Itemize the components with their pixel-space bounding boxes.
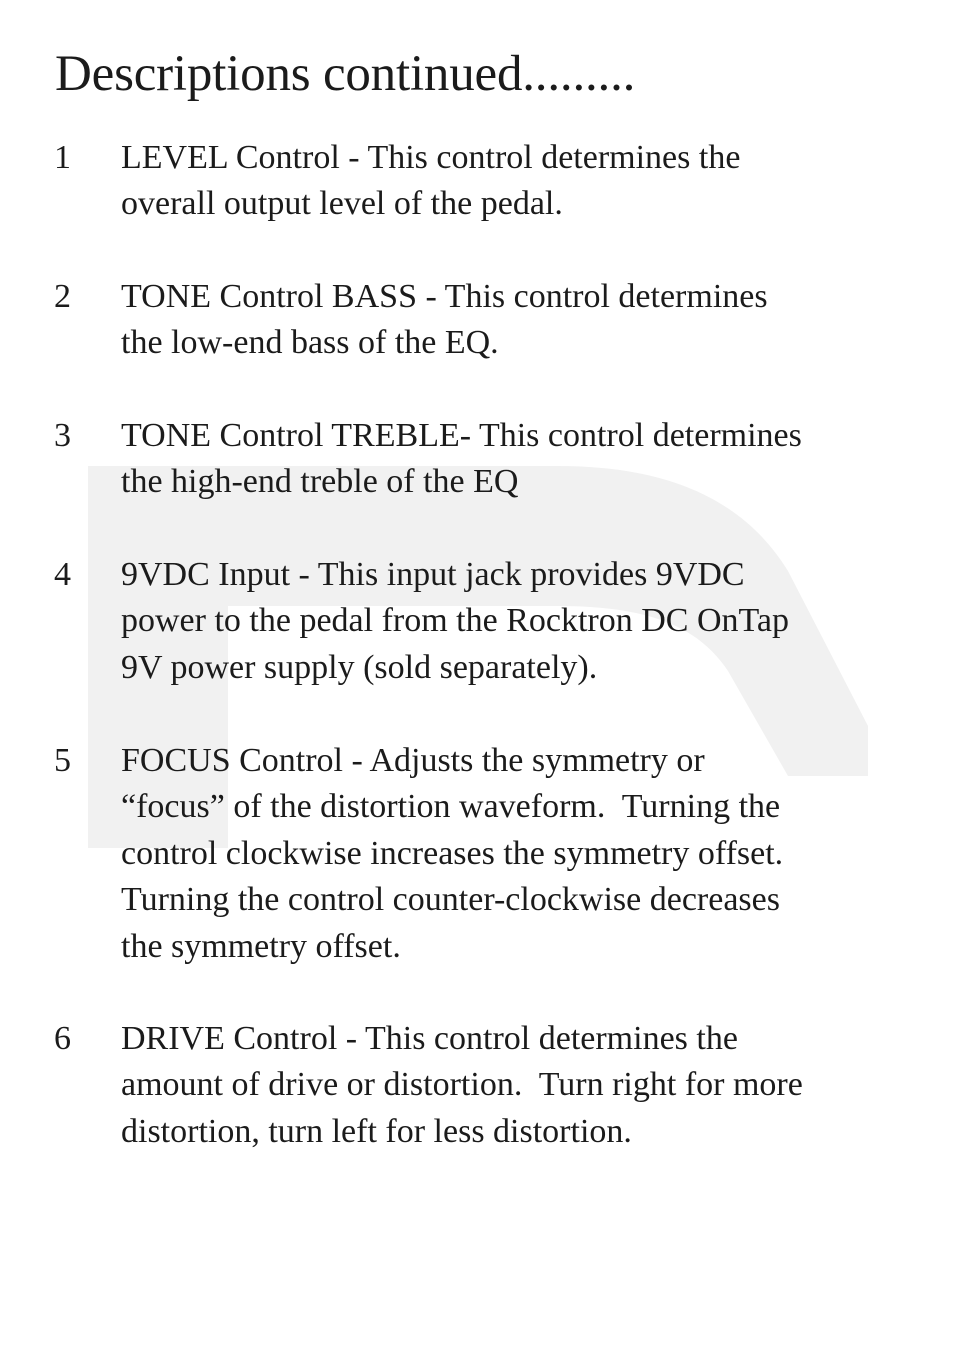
page-title: Descriptions continued.........: [55, 46, 636, 102]
item-description: TONE Control BASS - This control determines the low-end bass of the EQ.: [121, 278, 768, 362]
item-number: 4: [54, 556, 71, 593]
item-description: TONE Control TREBLE- This control determines the high-end treble of the EQ: [121, 417, 802, 501]
item-description: LEVEL Control - This control determines the overall output level of the pedal.: [121, 139, 741, 223]
item-number: 1: [54, 139, 71, 176]
item-number: 5: [54, 742, 71, 779]
item-description: FOCUS Control - Adjusts the symmetry or “focus” of the distortion waveform. Turning the control clockwise increases the symmetry offset. Turning the control counter-clockwise decreases the symmetry offset.: [121, 742, 784, 965]
item-number: 6: [54, 1020, 71, 1057]
item-number: 2: [54, 278, 71, 315]
item-number: 3: [54, 417, 71, 454]
item-description: DRIVE Control - This control determines the amount of drive or distortion. Turn right for more distortion, turn left for less distortion.: [121, 1020, 803, 1150]
item-description: 9VDC Input - This input jack provides 9VDC power to the pedal from the Rocktron DC OnTap 9V power supply (sold separately).: [121, 556, 790, 686]
